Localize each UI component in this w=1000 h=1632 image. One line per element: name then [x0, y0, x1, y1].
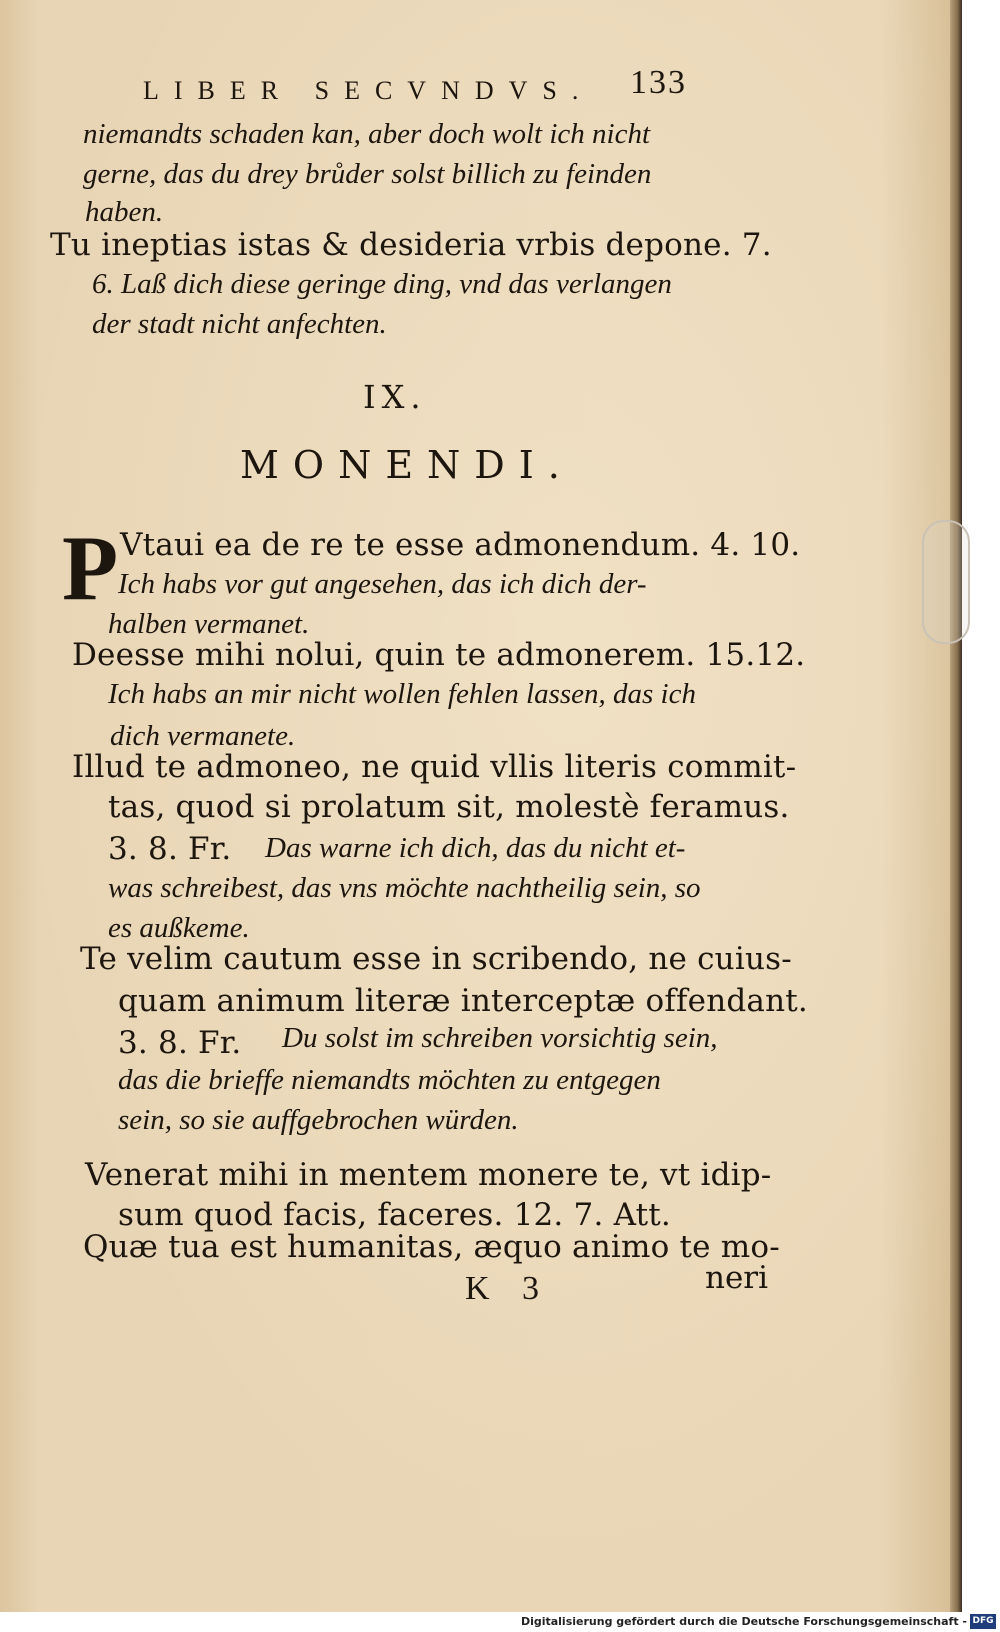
latin-phrase: Deesse mihi nolui, quin te admonerem. 15.12. [72, 637, 806, 673]
latin-phrase: Venerat mihi in mentem monere te, vt idip- [85, 1157, 772, 1193]
latin-phrase: Te velim cautum esse in scribendo, ne cuius- [80, 941, 792, 977]
latin-phrase: quam animum literæ interceptæ offendant. [118, 983, 808, 1019]
german-translation: Du solst im schreiben vorsichtig sein, [282, 1022, 718, 1054]
latin-phrase: tas, quod si prolatum sit, molestè feramus. [108, 789, 790, 825]
latin-phrase: sum quod facis, faceres. 12. 7. Att. [118, 1197, 671, 1233]
german-translation: es außkeme. [108, 912, 250, 944]
citation: 3. 8. Fr. [118, 1025, 242, 1061]
german-translation: halben vermanet. [108, 608, 310, 640]
page-number: 133 [630, 64, 687, 101]
german-translation: Ich habs an mir nicht wollen fehlen lassen, das ich [108, 678, 696, 710]
german-translation: Das warne ich dich, das du nicht et- [265, 832, 686, 864]
german-translation: sein, so sie auffgebrochen würden. [118, 1104, 519, 1136]
footer-bar [0, 1612, 1000, 1632]
latin-phrase: Tu ineptias istas & desideria vrbis depone. 7. [50, 227, 772, 263]
german-translation: 6. Laß dich diese geringe ding, vnd das verlangen [92, 268, 672, 300]
text-line: gerne, das du drey brůder solst billich zu feinden [83, 158, 652, 190]
latin-phrase: Illud te admoneo, ne quid vllis literis commit- [72, 749, 797, 785]
german-translation: was schreibest, das vns möchte nachtheilig sein, so [108, 872, 701, 904]
dfg-logo: DFG [970, 1614, 996, 1629]
signature-mark: K 3 [465, 1270, 552, 1307]
text-line: haben. [85, 196, 164, 228]
german-translation: Ich habs vor gut angesehen, das ich dich der- [118, 568, 647, 600]
citation: 3. 8. Fr. [108, 831, 232, 867]
latin-phrase: Quæ tua est humanitas, æquo animo te mo- [83, 1229, 780, 1265]
page-edge [950, 0, 962, 1612]
text-line: niemandts schaden kan, aber doch wolt ich nicht [83, 118, 651, 150]
drop-cap: P [62, 517, 119, 619]
latin-phrase: Vtaui ea de re te esse admonendum. 4. 10. [120, 527, 801, 563]
page-clip [922, 520, 970, 644]
german-translation: der stadt nicht anfechten. [92, 308, 387, 340]
catchword: neri [705, 1260, 769, 1296]
section-number: IX. [363, 378, 427, 416]
section-title: MONENDI. [240, 443, 574, 487]
running-title: LIBER SECVNDVS. [143, 76, 594, 105]
german-translation: dich vermanete. [110, 720, 296, 752]
footer-credit: Digitalisierung gefördert durch die Deutsche Forschungsgemeinschaft - [520, 1615, 967, 1628]
german-translation: das die brieffe niemandts möchten zu entgegen [118, 1064, 661, 1096]
